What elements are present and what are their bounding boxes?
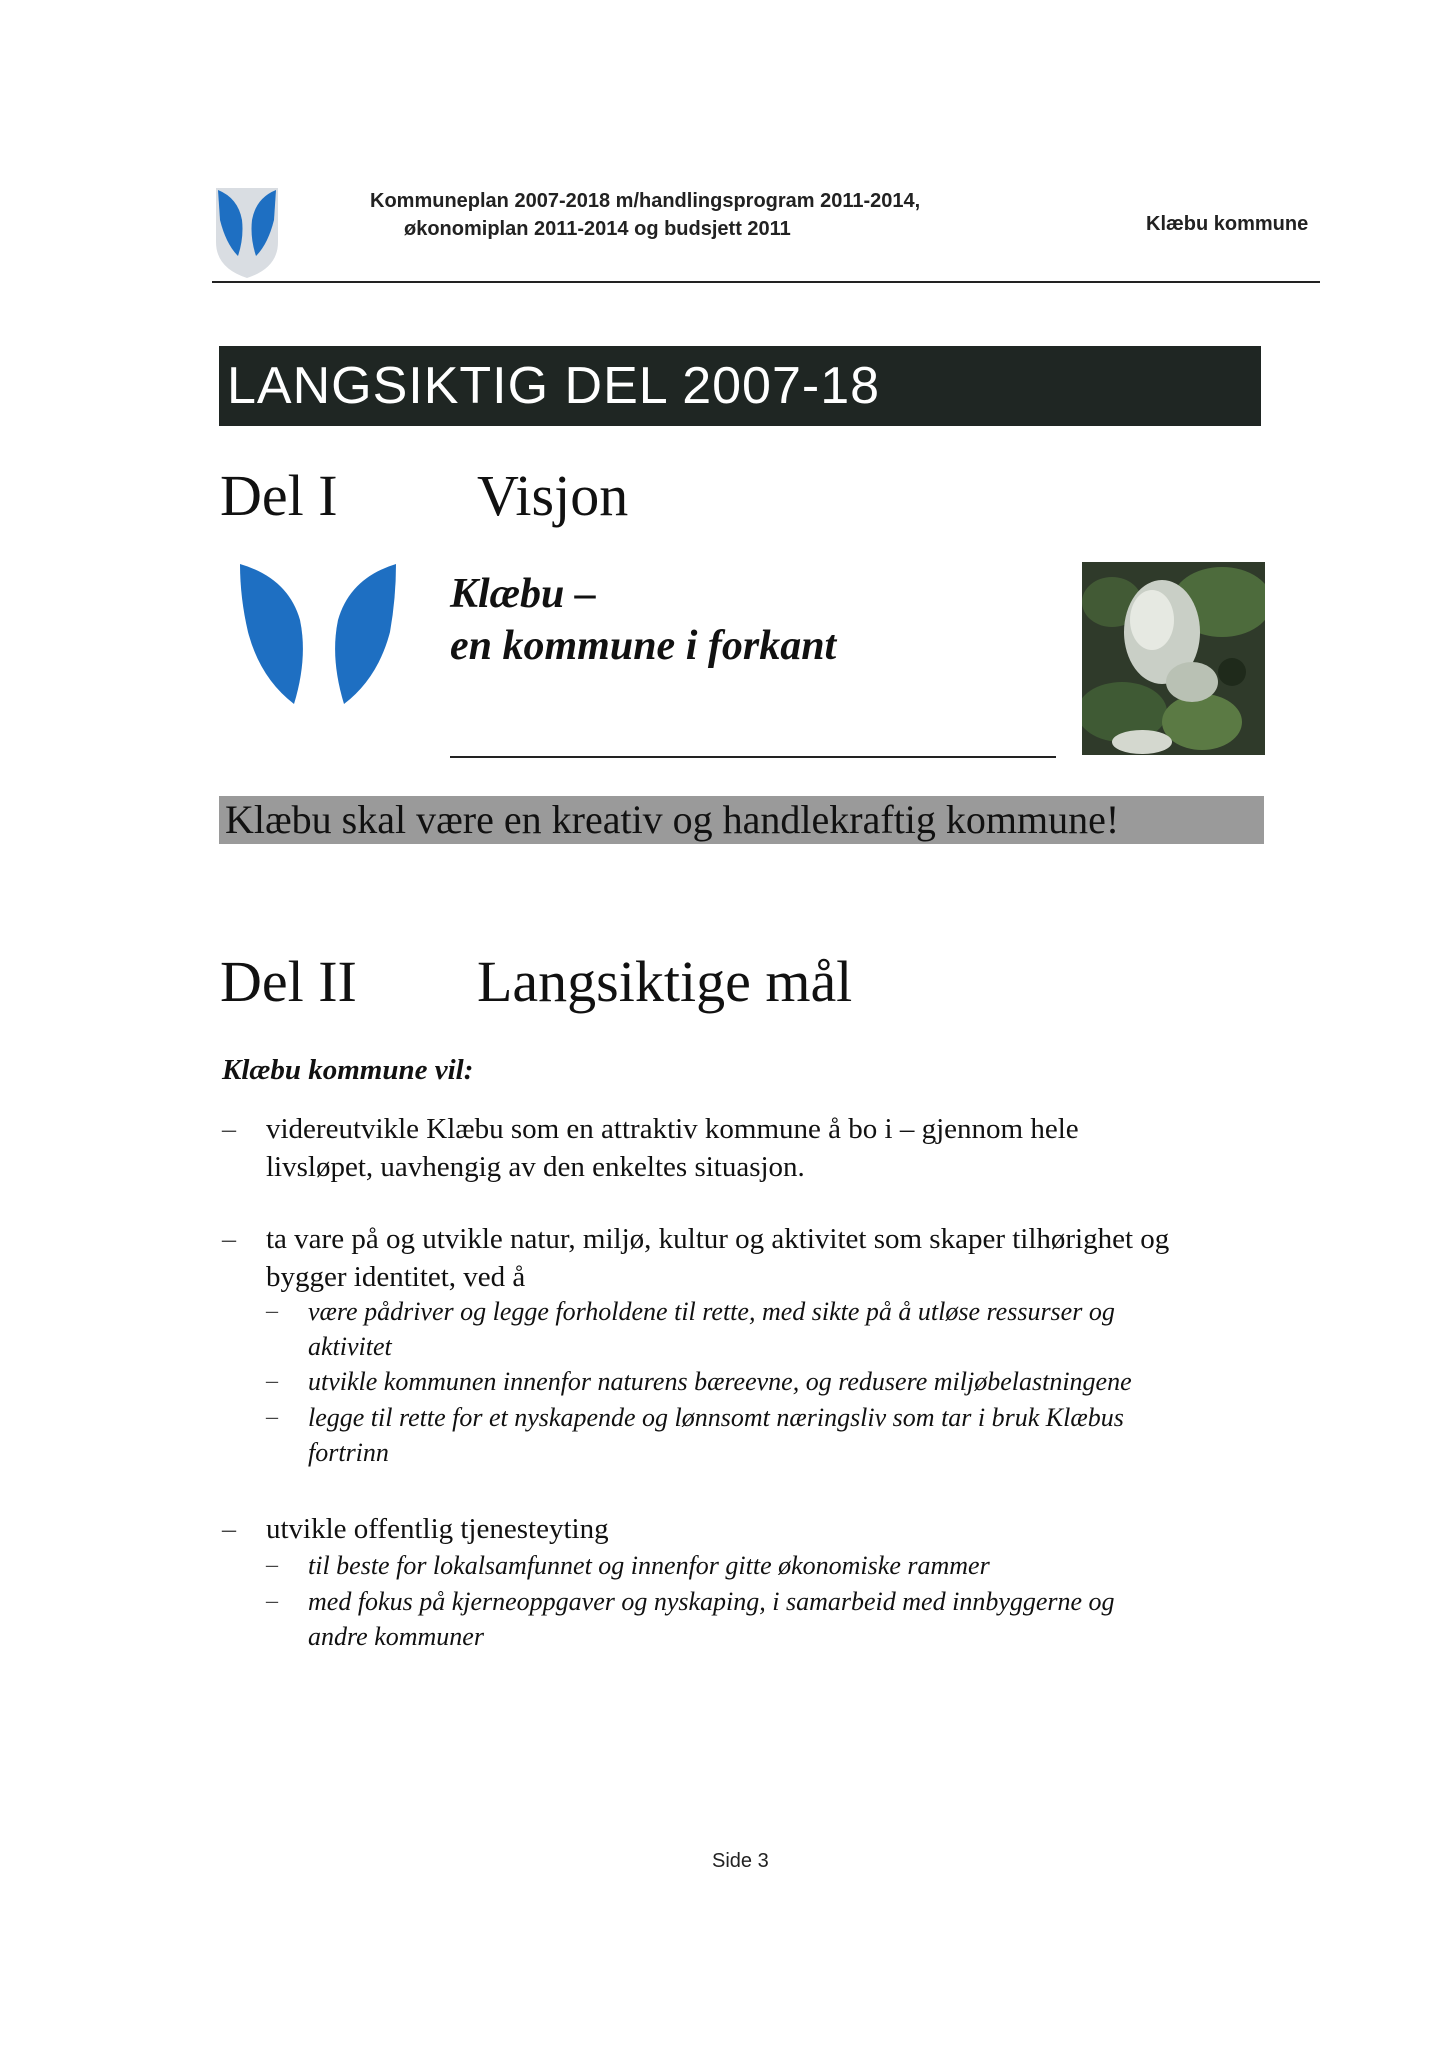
goal-item-2-sub-1 [308, 1294, 1115, 1364]
klaebu-coat-of-arms-icon [212, 180, 282, 280]
header-title-line2: økonomiplan 2011-2014 og budsjett 2011 [404, 218, 791, 240]
sub-bullet-dash: – [266, 1552, 278, 1578]
goal-item-1 [266, 1110, 1079, 1186]
goal-item-1-line2: livsløpet, uavhengig av den enkeltes situasjon. [266, 1151, 805, 1183]
sub-line: til beste for lokalsamfunnet og innenfor gitte økonomiske rammer [308, 1551, 990, 1580]
section2-title: Langsiktige mål [477, 949, 853, 1014]
goals-intro: Klæbu kommune vil: [222, 1054, 474, 1086]
sub-line: fortrinn [308, 1438, 389, 1467]
sub-bullet-dash: – [266, 1368, 278, 1394]
slogan-line1: Klæbu – [450, 571, 596, 617]
sub-line: andre kommuner [308, 1622, 484, 1651]
goal-item-2-line2: bygger identitet, ved å [266, 1261, 526, 1293]
sub-line: aktivitet [308, 1332, 392, 1361]
goal-item-1-line1: videreutvikle Klæbu som en attraktiv kommune å bo i – gjennom hele [266, 1113, 1079, 1145]
bullet-dash: – [222, 1114, 236, 1145]
sub-bullet-dash: – [266, 1298, 278, 1324]
goal-item-3-line1: utvikle offentlig tjenesteyting [266, 1513, 609, 1545]
sub-bullet-dash: – [266, 1588, 278, 1614]
header-title-line1: Kommuneplan 2007-2018 m/handlingsprogram 2011-2014, [370, 190, 921, 212]
sub-line: være pådriver og legge forholdene til rette, med sikte på å utløse ressurser og [308, 1297, 1115, 1326]
goal-item-3 [266, 1510, 609, 1548]
goal-item-2-line1: ta vare på og utvikle natur, miljø, kultur og aktivitet som skaper tilhørighet og [266, 1223, 1170, 1255]
section1-number: Del I [220, 463, 338, 528]
goal-item-3-sub-1 [308, 1548, 990, 1583]
vision-statement: Klæbu skal være en kreativ og handlekraftig kommune! [219, 796, 1264, 844]
page-number: Side 3 [712, 1850, 769, 1872]
bullet-dash: – [222, 1514, 236, 1545]
section-banner: LANGSIKTIG DEL 2007-18 [219, 346, 1261, 426]
section2-number: Del II [220, 949, 357, 1014]
sub-line: med fokus på kjerneoppgaver og nyskaping, i samarbeid med innbyggerne og [308, 1587, 1115, 1616]
goal-item-2 [266, 1220, 1169, 1296]
goal-item-2-sub-3 [308, 1400, 1124, 1470]
sub-line: legge til rette for et nyskapende og lønnsomt næringsliv som tar i bruk Klæbus [308, 1403, 1124, 1432]
sub-line: utvikle kommunen innenfor naturens bæreevne, og redusere miljøbelastningene [308, 1367, 1132, 1396]
bullet-dash: – [222, 1224, 236, 1255]
goal-item-2-sub-2 [308, 1364, 1132, 1399]
sub-bullet-dash: – [266, 1404, 278, 1430]
header-municipality: Klæbu kommune [1146, 213, 1309, 235]
goal-item-3-sub-2 [308, 1584, 1115, 1654]
header-divider [212, 281, 1320, 283]
slogan-divider [450, 756, 1056, 758]
klaebu-logo-icon [238, 558, 398, 708]
flower-photo [1082, 562, 1265, 755]
section1-title: Visjon [477, 463, 629, 528]
slogan-line2: en kommune i forkant [450, 623, 837, 669]
